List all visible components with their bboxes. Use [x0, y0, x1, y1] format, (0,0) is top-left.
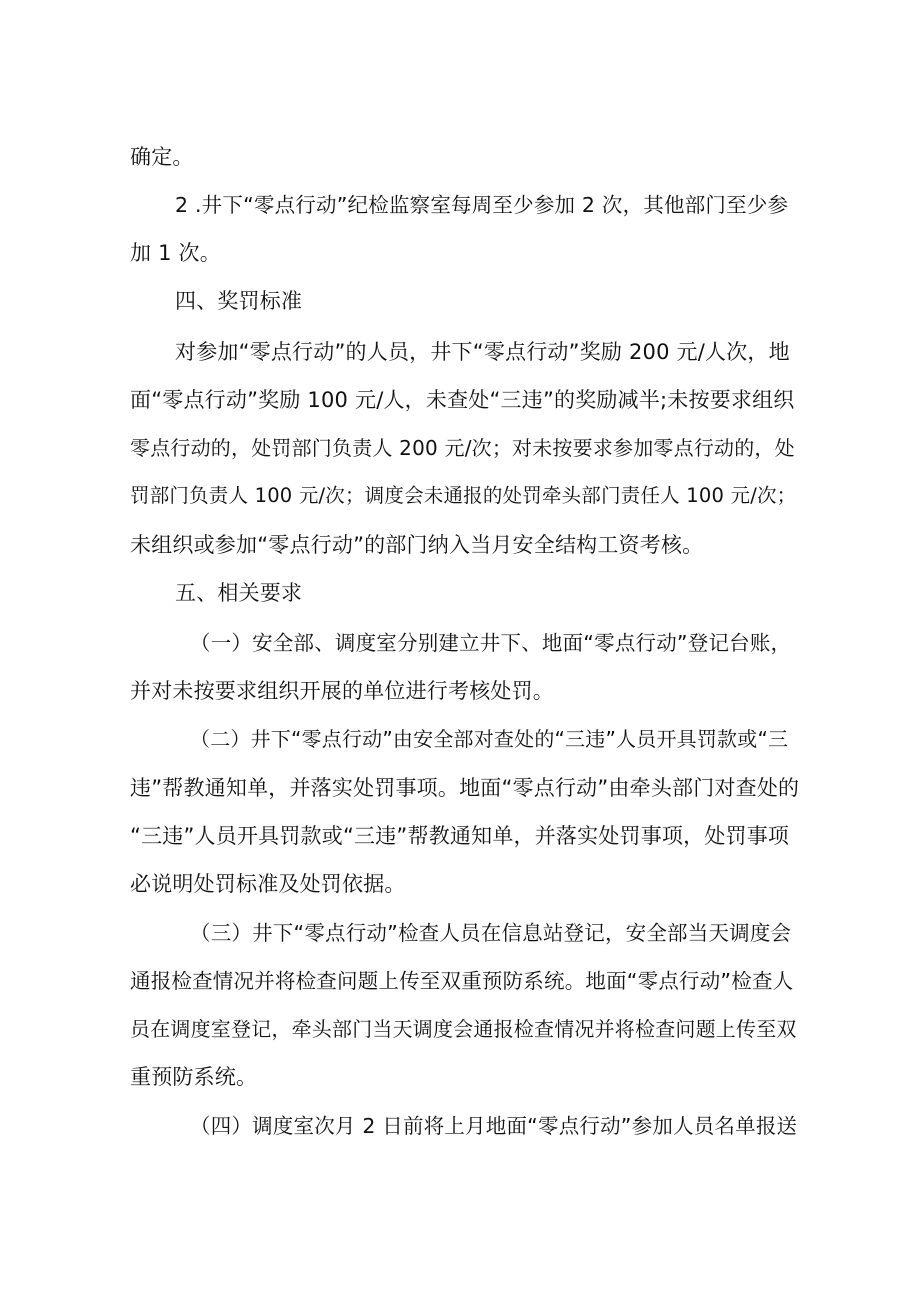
- section-heading: 五、相关要求: [175, 581, 303, 605]
- text-line: 面“零点行动”奖励 100 元/人，未查处“三违”的奖励减半;未按要求组织: [130, 388, 795, 412]
- text-line: 确定。: [130, 145, 194, 169]
- text-line: 加 1 次。: [130, 241, 221, 265]
- text-line: “三违”人员开具罚款或“三违”帮教通知单，并落实处罚事项，处罚事项: [130, 824, 790, 848]
- text-line: （二）井下“零点行动”由安全部对查处的“三违”人员开具罚款或“三: [190, 727, 789, 751]
- text-line: 员在调度室登记，牵头部门当天调度会通报检查情况并将检查问题上传至双: [130, 1017, 797, 1041]
- text-line: 零点行动的，处罚部门负责人 200 元/次；对未按要求参加零点行动的，处: [130, 436, 795, 460]
- text-line: 必说明处罚标准及处罚依据。: [130, 872, 406, 896]
- text-line: （一）安全部、调度室分别建立井下、地面“零点行动”登记台账，: [190, 631, 792, 655]
- text-line: 罚部门负责人 100 元/次；调度会未通报的处罚牵头部门责任人 100 元/次；: [130, 484, 797, 507]
- text-line: 并对未按要求组织开展的单位进行考核处罚。: [130, 679, 554, 703]
- text-line: （三）井下“零点行动”检查人员在信息站登记，安全部当天调度会: [190, 921, 792, 945]
- text-line: 对参加“零点行动”的人员，井下“零点行动”奖励 200 元/人次，地: [175, 340, 790, 364]
- text-line: 重预防系统。: [130, 1065, 258, 1089]
- text-line: 违”帮教通知单，并落实处罚事项。地面“零点行动”由牵头部门对查处的: [130, 776, 800, 800]
- text-line: 通报检查情况并将检查问题上传至双重预防系统。地面“零点行动”检查人: [130, 969, 794, 993]
- text-line: 未组织或参加“零点行动”的部门纳入当月安全结构工资考核。: [130, 533, 704, 557]
- text-line: （四）调度室次月 2 日前将上月地面“零点行动”参加人员名单报送: [190, 1114, 798, 1138]
- section-heading: 四、奖罚标准: [175, 289, 303, 313]
- text-line: 2 .井下“零点行动”纪检监察室每周至少参加 2 次，其他部门至少参: [175, 193, 789, 217]
